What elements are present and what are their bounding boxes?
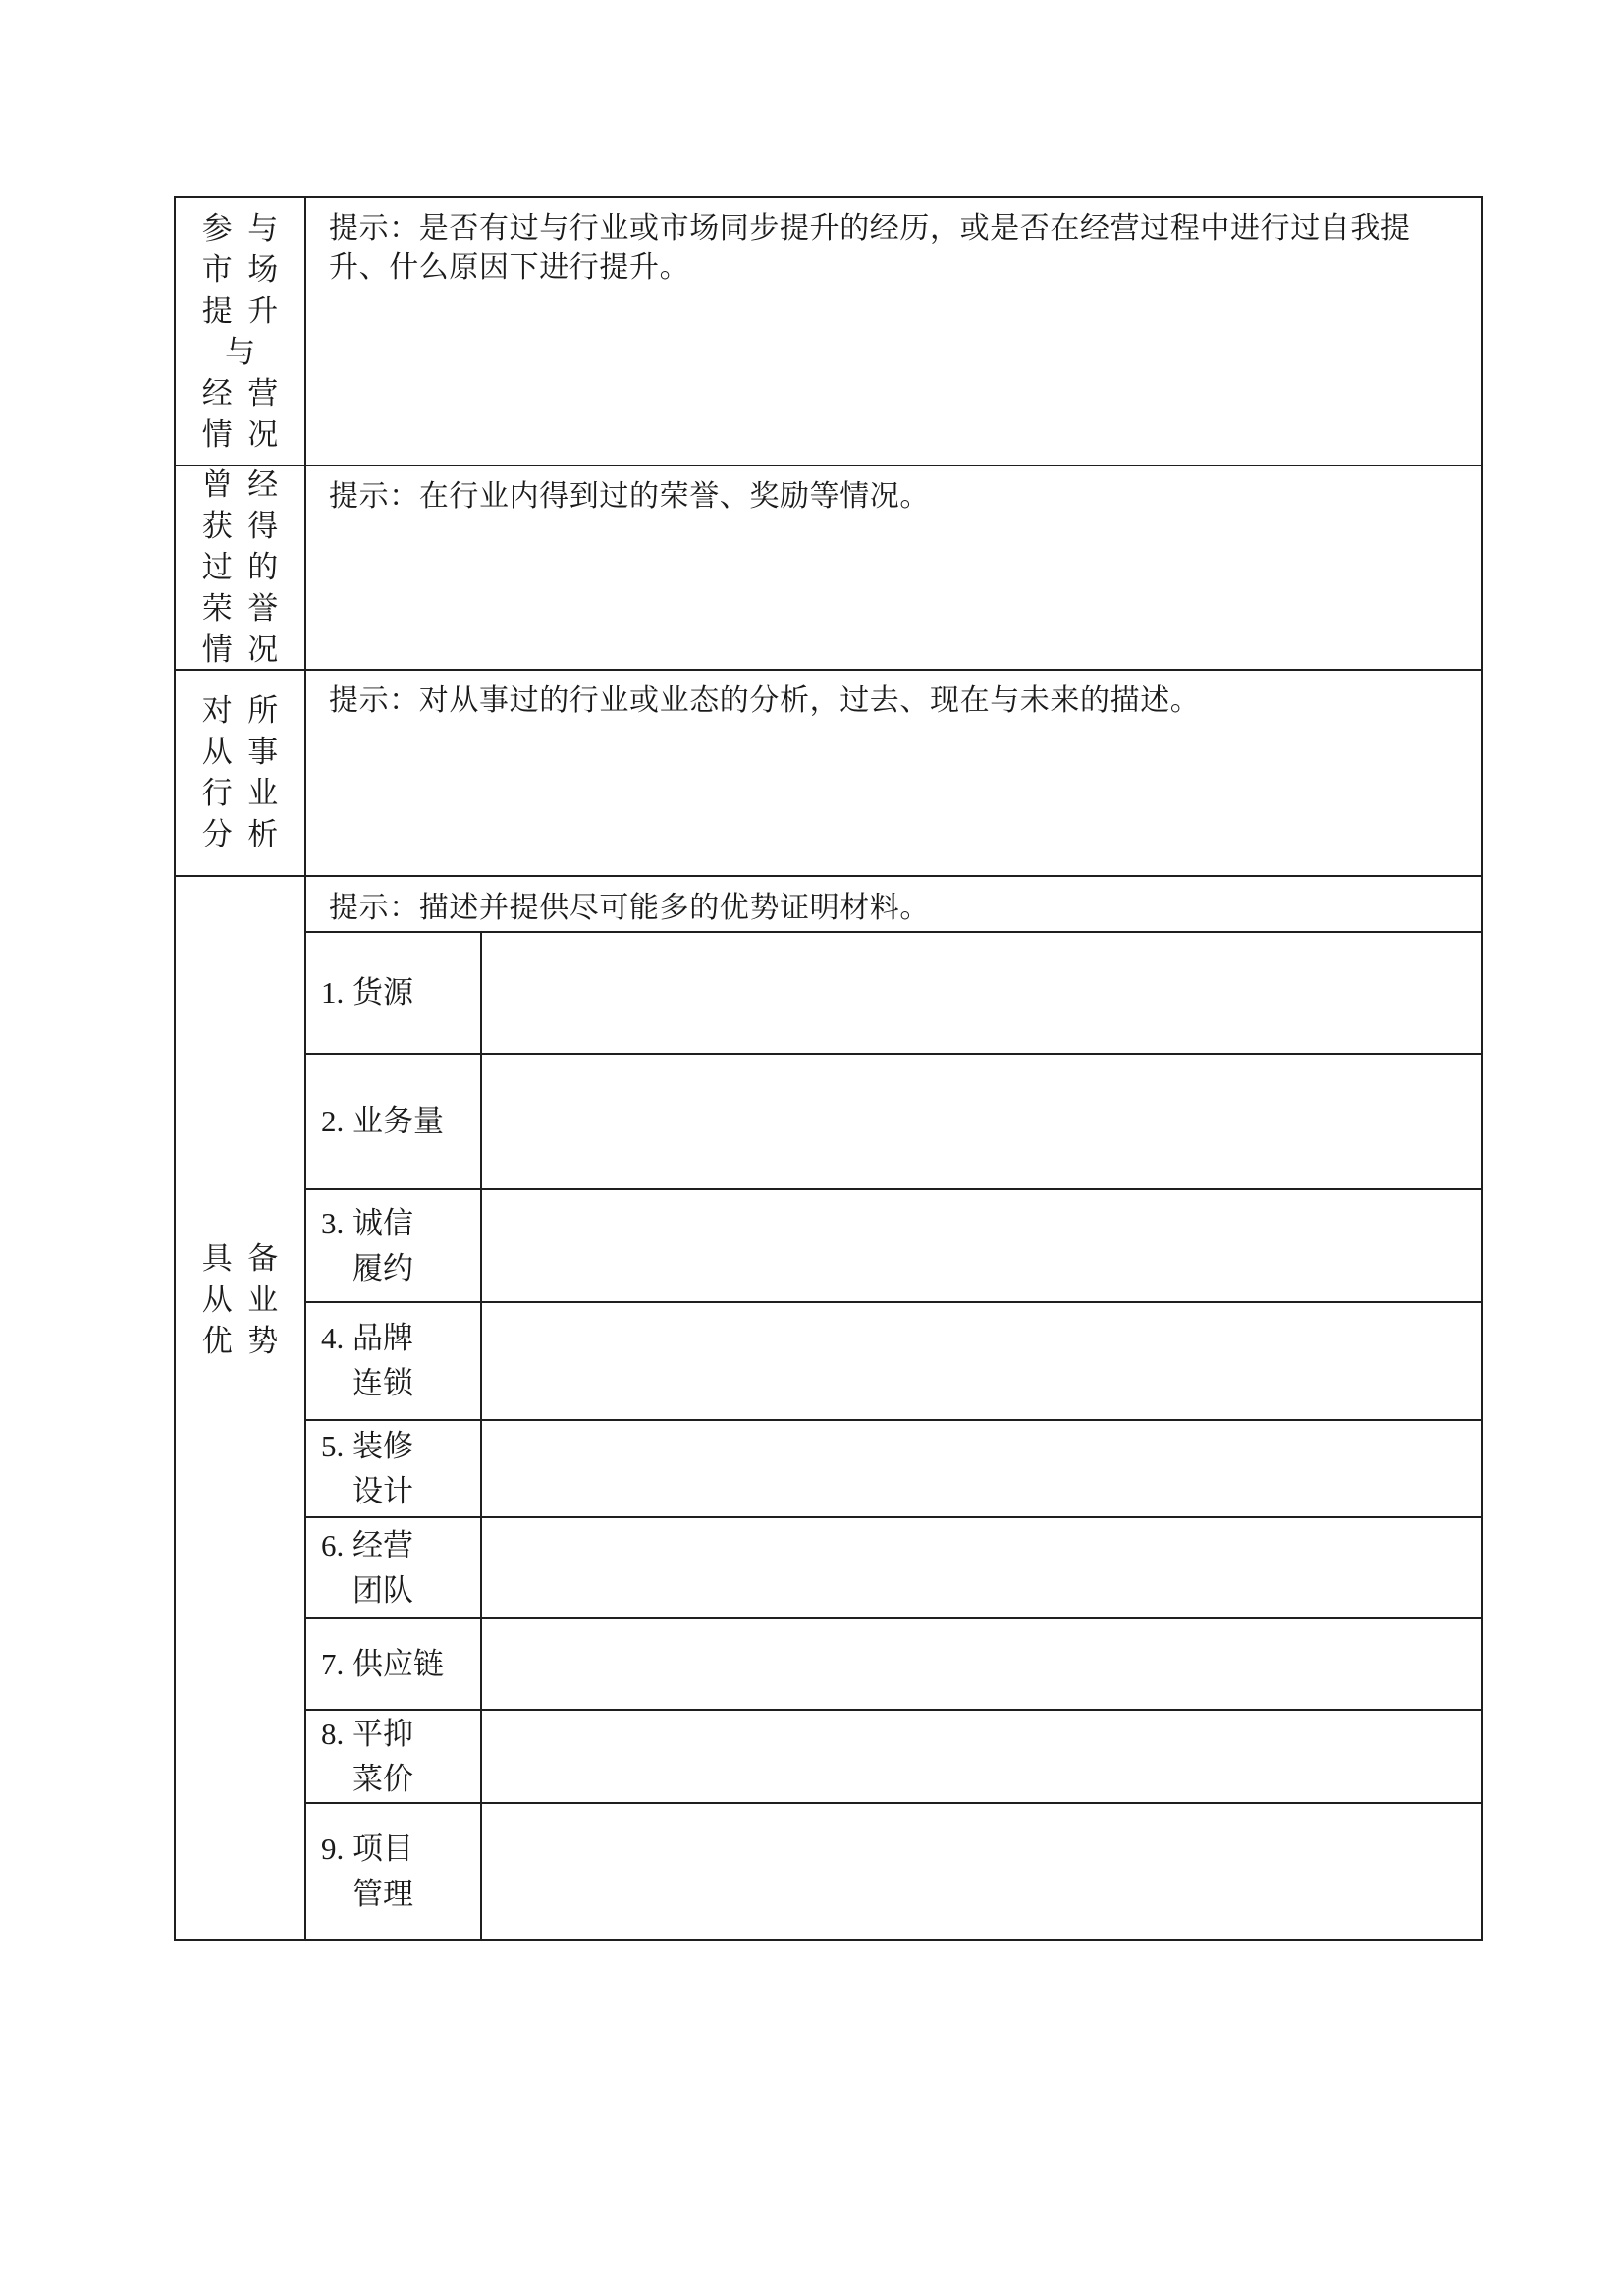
advantage-label xyxy=(306,1518,482,1617)
row-industry-analysis xyxy=(176,669,1481,875)
advantage-text: 团队 xyxy=(352,1572,413,1608)
advantage-label xyxy=(306,1711,482,1802)
advantage-label xyxy=(306,1190,482,1301)
advantage-row-price-stabilization xyxy=(306,1711,1481,1804)
advantage-row-management-team xyxy=(306,1518,1481,1619)
label-line: 荣誉 xyxy=(201,591,294,626)
advantage-text: 供应链 xyxy=(352,1646,444,1681)
advantage-input-cell[interactable] xyxy=(482,1190,1481,1301)
label-industry-analysis xyxy=(176,671,306,875)
advantage-text: 连锁 xyxy=(352,1366,413,1400)
advantage-text: 设计 xyxy=(352,1473,413,1508)
advantage-text: 平抑 xyxy=(352,1716,413,1751)
advantage-row-decoration-design xyxy=(306,1421,1481,1518)
advantages-content xyxy=(306,877,1481,1939)
label-line: 提升 xyxy=(201,293,294,328)
label-line: 参与 xyxy=(201,210,294,246)
advantage-row-supply-chain xyxy=(306,1619,1481,1711)
advantage-text: 品牌 xyxy=(352,1321,413,1355)
advantage-text: 货源 xyxy=(352,975,413,1010)
advantage-number: 4. xyxy=(321,1321,345,1355)
label-line: 情况 xyxy=(201,632,294,667)
hint-text: 提示：描述并提供尽可能多的优势证明材料。 xyxy=(306,877,1481,933)
advantage-input-cell[interactable] xyxy=(482,933,1481,1053)
advantage-number: 3. xyxy=(321,1205,345,1240)
label-line: 分析 xyxy=(201,817,294,851)
hint-text: 提示：对从事过的行业或业态的分析，过去、现在与未来的描述。 xyxy=(329,684,1201,717)
label-market-promotion xyxy=(176,198,306,465)
label-line: 情况 xyxy=(201,416,294,452)
label-line: 过的 xyxy=(201,550,294,584)
advantage-label xyxy=(306,1804,482,1939)
advantage-label xyxy=(306,1619,482,1709)
market-promotion-input-cell[interactable] xyxy=(306,198,1481,465)
advantage-label xyxy=(306,933,482,1053)
advantage-text: 装修 xyxy=(352,1428,413,1463)
advantage-text: 菜价 xyxy=(352,1761,413,1796)
label-line: 从事 xyxy=(201,735,294,769)
advantage-label xyxy=(306,1055,482,1188)
advantage-text: 履约 xyxy=(352,1250,413,1285)
hint-text: 提示：在行业内得到过的荣誉、奖励等情况。 xyxy=(329,480,930,513)
advantage-input-cell[interactable] xyxy=(482,1303,1481,1419)
advantage-input-cell[interactable] xyxy=(482,1421,1481,1516)
advantage-row-brand-chain xyxy=(306,1303,1481,1421)
advantage-number: 9. xyxy=(321,1831,345,1866)
hint-text: 提示：是否有过与行业或市场同步提升的经历，或是否在经营过程中进行过自我提升、什么原因下进行提升。 xyxy=(329,212,1411,284)
advantage-number: 5. xyxy=(321,1428,345,1463)
label-line: 对所 xyxy=(201,693,294,728)
label-advantages xyxy=(176,877,306,1939)
advantage-number: 6. xyxy=(321,1527,345,1562)
advantage-number: 1. xyxy=(321,975,345,1010)
advantage-number: 2. xyxy=(321,1104,345,1138)
advantage-label xyxy=(306,1303,482,1419)
advantage-text: 诚信 xyxy=(352,1205,413,1240)
advantage-row-business-volume xyxy=(306,1055,1481,1190)
form-table xyxy=(174,196,1483,1941)
advantage-row-project-management xyxy=(306,1804,1481,1939)
row-market-promotion xyxy=(176,198,1481,465)
label-honors xyxy=(176,466,306,669)
advantage-number: 7. xyxy=(321,1646,345,1681)
advantage-text: 业务量 xyxy=(352,1104,444,1138)
row-advantages xyxy=(176,875,1481,1939)
row-honors xyxy=(176,465,1481,669)
advantage-label xyxy=(306,1421,482,1516)
label-line: 市场 xyxy=(201,251,294,287)
label-line: 曾经 xyxy=(201,467,294,502)
label-line: 优势 xyxy=(201,1324,294,1358)
label-line: 具备 xyxy=(201,1241,294,1276)
advantage-row-integrity xyxy=(306,1190,1481,1303)
advantage-number: 8. xyxy=(321,1716,345,1751)
advantage-text: 管理 xyxy=(352,1876,413,1911)
advantage-input-cell[interactable] xyxy=(482,1804,1481,1939)
label-line: 行业 xyxy=(201,776,294,810)
label-line: 从业 xyxy=(201,1283,294,1317)
advantage-text: 经营 xyxy=(352,1527,413,1562)
advantage-text: 项目 xyxy=(352,1831,413,1866)
label-line: 与 xyxy=(225,334,271,369)
label-line: 获得 xyxy=(201,509,294,543)
label-line: 经营 xyxy=(201,375,294,410)
advantage-input-cell[interactable] xyxy=(482,1711,1481,1802)
advantage-input-cell[interactable] xyxy=(482,1055,1481,1188)
advantage-input-cell[interactable] xyxy=(482,1518,1481,1617)
honors-input-cell[interactable] xyxy=(306,466,1481,669)
advantage-input-cell[interactable] xyxy=(482,1619,1481,1709)
industry-analysis-input-cell[interactable] xyxy=(306,671,1481,875)
advantage-row-supply-source xyxy=(306,933,1481,1055)
